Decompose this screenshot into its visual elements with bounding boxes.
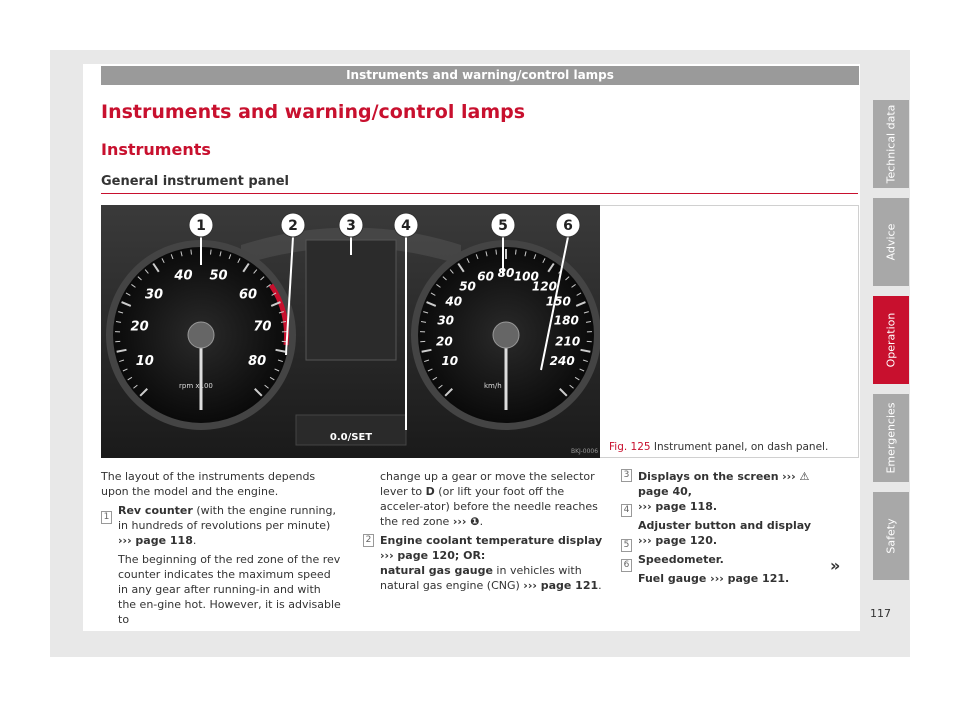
speed-tick-label: 100 xyxy=(513,269,539,284)
image-code: BKJ-0006 xyxy=(571,448,599,455)
item-2-text: in vehicles with natural gas engine (CNG) xyxy=(380,564,582,592)
speed-unit-label: km/h xyxy=(484,382,502,390)
title-rule xyxy=(101,193,858,194)
item-4-badge: 4 xyxy=(621,504,632,517)
instrument-panel-figure xyxy=(101,205,600,458)
tab-emergencies-label: Emergencies xyxy=(884,402,898,474)
tab-safety[interactable] xyxy=(873,492,909,580)
item-1-continued xyxy=(363,469,603,529)
item-2-ref[interactable]: ››› page 120 xyxy=(380,549,455,562)
tab-advice-label: Advice xyxy=(884,223,898,261)
item-5-title: Speedometer. xyxy=(638,553,724,566)
cont-text-2: (or lift your foot off the acceler-ator) before the needle reaches the red zone xyxy=(380,485,598,528)
item-2-title: Engine coolant temperature display xyxy=(380,534,603,547)
intro-text: The layout of the instruments depends upon the model and the engine. xyxy=(101,470,316,498)
speed-tick-label: 210 xyxy=(555,334,581,349)
rev-tick-label: 30 xyxy=(144,287,164,303)
speed-tick-label: 30 xyxy=(437,313,455,328)
item-4-ref[interactable]: ››› page 120. xyxy=(638,534,718,547)
subsection-title: General instrument panel xyxy=(101,174,290,189)
item-2-badge: 2 xyxy=(363,534,374,547)
section-title: Instruments xyxy=(101,140,211,159)
item-6-badge: 6 xyxy=(621,559,632,572)
item-1-end: . xyxy=(192,534,197,547)
item-1-title: Rev counter xyxy=(118,504,193,517)
cont-end: . xyxy=(479,515,484,528)
callout-number: 6 xyxy=(563,218,573,234)
page-number: 117 xyxy=(870,607,891,620)
item-1 xyxy=(101,503,341,548)
trip-reset-label: 0.0/SET xyxy=(329,432,373,443)
speed-tick-label: 10 xyxy=(441,354,459,369)
item-2 xyxy=(363,533,603,593)
item-3-title: Displays on the screen xyxy=(638,470,779,483)
item-3-ref[interactable]: ››› ⚠ page 40, xyxy=(638,470,810,498)
callout-number: 5 xyxy=(498,218,508,234)
item-5 xyxy=(621,552,841,567)
speed-tick-label: 180 xyxy=(553,313,579,328)
item-3-ref2[interactable]: ››› page 118. xyxy=(638,500,718,513)
rev-tick-label: 70 xyxy=(253,319,272,335)
speed-tick-label: 40 xyxy=(445,294,463,309)
continued-mark: » xyxy=(830,556,841,575)
speed-tick-label: 120 xyxy=(531,279,557,294)
tab-technical-data-label: Technical data xyxy=(884,104,898,184)
item-4 xyxy=(621,518,841,548)
item-3-badge: 3 xyxy=(621,469,632,482)
item-6-ref[interactable]: ››› page 121. xyxy=(706,572,790,585)
item-1-ref[interactable]: ››› page 118 xyxy=(118,534,193,547)
speed-tick-label: 60 xyxy=(477,269,494,284)
figure-number: Fig. 125 xyxy=(609,441,651,453)
item-2-end: . xyxy=(598,579,602,592)
item-1-para2: The beginning of the red zone of the rev counter indicates the maximum speed in any gear after running-in and with the en-gine hot. However, it is advisable to xyxy=(118,553,341,626)
rev-tick-label: 20 xyxy=(130,319,149,335)
speed-tick-label: 50 xyxy=(459,279,476,294)
rev-hub xyxy=(188,322,214,348)
callout-number: 4 xyxy=(401,218,411,234)
chapter-title: Instruments and warning/control lamps xyxy=(101,101,526,123)
rev-unit-label: rpm x100 xyxy=(179,382,213,390)
rev-tick-label: 60 xyxy=(238,287,258,303)
callout-number: 1 xyxy=(196,218,206,234)
tab-safety-label: Safety xyxy=(884,518,898,554)
tab-emergencies[interactable] xyxy=(873,394,909,482)
figure-caption xyxy=(609,441,828,453)
speed-tick xyxy=(496,250,497,255)
center-display-screen xyxy=(306,240,396,360)
cont-text-1: change up a gear or move the selector lever to xyxy=(380,470,595,498)
cont-ref[interactable]: ››› ❶ xyxy=(452,515,480,528)
item-6 xyxy=(621,571,841,586)
running-header: Instruments and warning/control lamps xyxy=(101,66,859,85)
item-2-or: ; OR: xyxy=(454,549,486,562)
speed-hub xyxy=(493,322,519,348)
item-6-title: Fuel gauge xyxy=(638,572,707,585)
item-4-title: Adjuster button and display xyxy=(638,519,811,532)
tab-operation-label: Operation xyxy=(884,312,898,368)
rev-tick xyxy=(191,250,192,255)
text-column-1 xyxy=(101,469,341,628)
item-1-badge: 1 xyxy=(101,511,112,524)
tab-technical-data[interactable] xyxy=(873,100,909,188)
tab-operation[interactable] xyxy=(873,296,909,384)
speed-tick-label: 150 xyxy=(545,294,571,309)
callout-number: 2 xyxy=(288,218,298,234)
rev-tick-label: 80 xyxy=(248,354,267,370)
item-2-ref2[interactable]: ››› page 121 xyxy=(523,579,599,592)
speed-tick xyxy=(516,250,517,255)
tab-advice[interactable] xyxy=(873,198,909,286)
rev-tick-label: 50 xyxy=(209,268,228,284)
text-column-3 xyxy=(621,469,841,587)
text-column-2 xyxy=(363,469,603,594)
item-2-title2: natural gas gauge xyxy=(380,564,493,577)
item-1-text: (with the engine running, in hundreds of revolutions per minute) xyxy=(118,504,336,532)
item-5-badge: 5 xyxy=(621,539,632,552)
item-3 xyxy=(621,469,841,514)
figure-caption-text: Instrument panel, on dash panel. xyxy=(653,441,829,453)
cont-bold: D xyxy=(425,485,435,498)
rev-tick xyxy=(211,250,212,255)
rev-tick-label: 40 xyxy=(174,268,193,284)
speed-tick-label: 20 xyxy=(435,334,453,349)
speed-tick-label: 240 xyxy=(549,354,575,369)
callout-number: 3 xyxy=(346,218,356,234)
speed-tick-label: 80 xyxy=(497,266,515,280)
rev-tick-label: 10 xyxy=(135,354,154,370)
